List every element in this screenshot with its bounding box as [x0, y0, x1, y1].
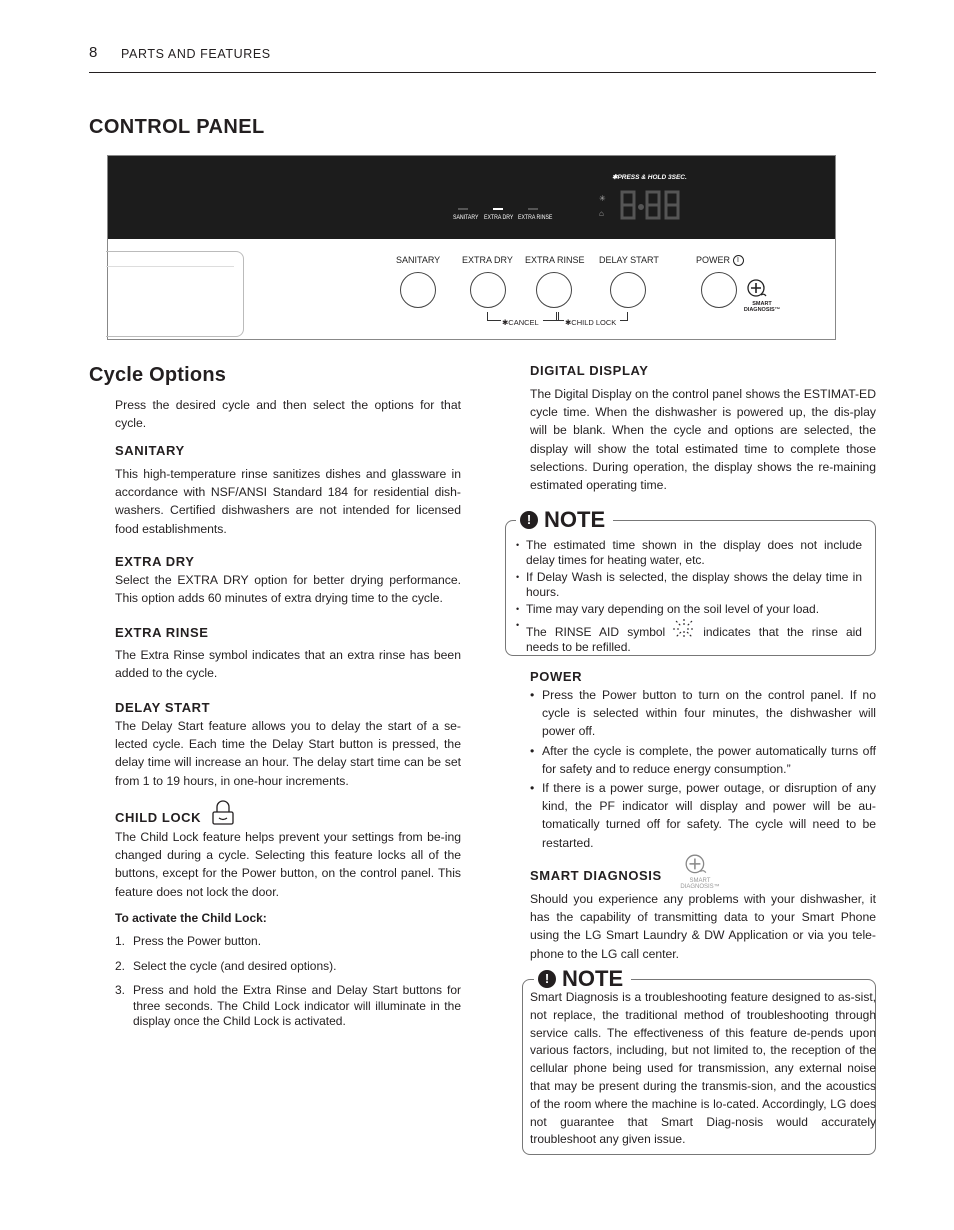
cycle-options-heading: Cycle Options — [89, 364, 227, 386]
sanitary-button — [400, 272, 436, 308]
sanitary-indicator: SANITARY — [453, 214, 479, 221]
list-item: • If Delay Wash is selected, the display shows the delay time in hours. — [516, 570, 862, 601]
smart-diagnosis-text: Should you experience any problems with your dishwasher, it has the capability of transmitting data to your Smart Phone using the LG Smart Laundry & DW Application or via you tele-phone to the LG call center. — [530, 892, 876, 961]
smart-diagnosis-icon — [746, 278, 768, 300]
section-name: PARTS AND FEATURES — [121, 47, 271, 61]
sanitary-heading: SANITARY — [115, 443, 185, 458]
list-item: • Press the Power button to turn on the control panel. If no cycle is selected within four minutes, the dishwasher will power off. — [530, 686, 876, 741]
extra-dry-indicator: EXTRA DRY — [484, 214, 514, 221]
control-panel-illustration — [107, 155, 836, 340]
rinse-aid-icon: ✳ — [599, 194, 606, 203]
smart-diagnosis-icon-label: SMART DIAGNOSIS™ — [680, 878, 720, 890]
smart-diagnosis-heading: SMART DIAGNOSIS — [530, 868, 662, 883]
list-item: • After the cycle is complete, the power automatically turns off for safety and to reduce energy consumption.” — [530, 742, 876, 778]
power-icon: I — [733, 255, 744, 266]
delay-start-button — [610, 272, 646, 308]
cancel-bracket-left — [487, 312, 501, 321]
list-item: 2. Select the cycle (and desired options). — [115, 958, 337, 973]
warning-icon: ! — [538, 970, 556, 988]
power-button-label: POWER I — [696, 255, 744, 266]
extra-dry-heading: EXTRA DRY — [115, 554, 195, 569]
delay-start-heading: DELAY START — [115, 700, 211, 715]
child-lock-heading: CHILD LOCK — [115, 800, 235, 826]
page-header — [89, 44, 876, 73]
note-2-text: Smart Diagnosis is a troubleshooting feature designed to as-sist, not replace, the traditional method of troubleshooting through service calls. The effectiveness of this feature de-pends upon various factors, including, but not limited to, the reception of the cellular phone being used for transmission, any external noise that may be present during the transmis-sion, and the acoustics of the room where the machine is lo-cated. Accordingly, LG does not guarantee that Smart Diag-nosis would accurately troubleshoot any given issue. — [530, 990, 876, 1147]
list-item: • The RINSE AID symbol indicates that the rinse aid needs to be refilled. — [516, 618, 862, 656]
rinse-aid-icon — [671, 618, 697, 640]
sanitary-button-label: SANITARY — [396, 255, 441, 265]
digital-display-heading: DIGITAL DISPLAY — [530, 363, 649, 378]
page-number: 8 — [89, 44, 98, 61]
note-list-1 — [516, 538, 862, 657]
extra-rinse-text: The Extra Rinse symbol indicates that an extra rinse has been added to the cycle. — [115, 648, 461, 681]
cycle-options-intro: Press the desired cycle and then select the options for that cycle. — [115, 398, 461, 431]
extra-rinse-indicator: EXTRA RINSE — [518, 214, 553, 221]
extra-dry-indicator-led — [493, 208, 503, 210]
sanitary-indicator-led — [458, 208, 468, 210]
sanitary-text: This high-temperature rinse sanitizes dishes and glassware in accordance with NSF/ANSI Standard 184 for residential dish-washers. Certified dishwashers are not intended for licensed food establishments. — [115, 467, 461, 536]
delay-start-text: The Delay Start feature allows you to delay the start of a se-lected cycle. Each time the Delay Start button is pressed, the delay time will increase an hour. The delay start time can be set from 1 to 19 hours, in one-hour increments. — [115, 719, 461, 788]
child-lock-icon — [211, 800, 235, 826]
list-item: • Time may vary depending on the soil level of your load. — [516, 602, 862, 617]
power-button — [701, 272, 737, 308]
child-lock-steps — [115, 934, 461, 1039]
extra-rinse-button — [536, 272, 572, 308]
extra-rinse-button-label: EXTRA RINSE — [525, 255, 585, 265]
list-item: 3. Press and hold the Extra Rinse and Delay Start buttons for three seconds. The Child Lock indicator will illuminate in the display once the Child Lock is activated. — [115, 983, 461, 1028]
power-heading: POWER — [530, 669, 583, 684]
extra-dry-text: Select the EXTRA DRY option for better drying performance. This option adds 60 minutes of extra drying time to the cycle. — [115, 573, 461, 606]
warning-icon: ! — [520, 511, 538, 529]
note-title-1: ! NOTE — [516, 507, 613, 533]
extra-dry-button — [470, 272, 506, 308]
list-item: • The estimated time shown in the display does not include delay times for heating water, etc. — [516, 538, 862, 569]
smart-diagnosis-label: SMART DIAGNOSIS™ — [743, 301, 781, 313]
panel-display-area — [108, 156, 835, 239]
smart-diagnosis-heading-icon — [684, 853, 708, 877]
door-handle-illustration — [106, 251, 244, 337]
digital-display-icon — [618, 188, 684, 226]
list-item: 1. Press the Power button. — [115, 934, 262, 948]
extra-dry-button-label: EXTRA DRY — [462, 255, 513, 265]
list-item: • If there is a power surge, power outage, or disruption of any kind, the PF indicator will display and power will be au-tomatically turned off for safety. The cycle will need to be restarted. — [530, 779, 876, 852]
cancel-label: ✱CANCEL — [502, 318, 539, 327]
child-lock-label: ✱CHILD LOCK — [565, 318, 617, 327]
activate-child-lock-heading: To activate the Child Lock: — [115, 911, 267, 925]
child-lock-bracket-left — [556, 312, 564, 321]
extra-rinse-heading: EXTRA RINSE — [115, 625, 209, 640]
lock-small-icon: ⌂ — [599, 209, 604, 218]
child-lock-text: The Child Lock feature helps prevent your settings from be-ing changed during a cycle. Selecting this feature locks all of the buttons, except for the Power button, on the control panel. This feature does not lock the door. — [115, 830, 461, 899]
press-hold-label: ✱PRESS & HOLD 3SEC. — [612, 174, 687, 181]
digital-display-text: The Digital Display on the control panel shows the ESTIMAT-ED cycle time. When the dishwasher is powered up, the dis-play will be blank. When the cycle and options are selected, the display will show the total estimated time to complete those selections. During operation, the display shows the re-maining estimated operating time. — [530, 387, 876, 493]
power-list — [530, 686, 876, 853]
extra-rinse-indicator-led — [528, 208, 538, 210]
delay-start-button-label: DELAY START — [599, 255, 659, 265]
note-title-2: ! NOTE — [534, 966, 631, 992]
child-lock-bracket-right — [620, 312, 628, 321]
page-title: CONTROL PANEL — [89, 116, 265, 138]
